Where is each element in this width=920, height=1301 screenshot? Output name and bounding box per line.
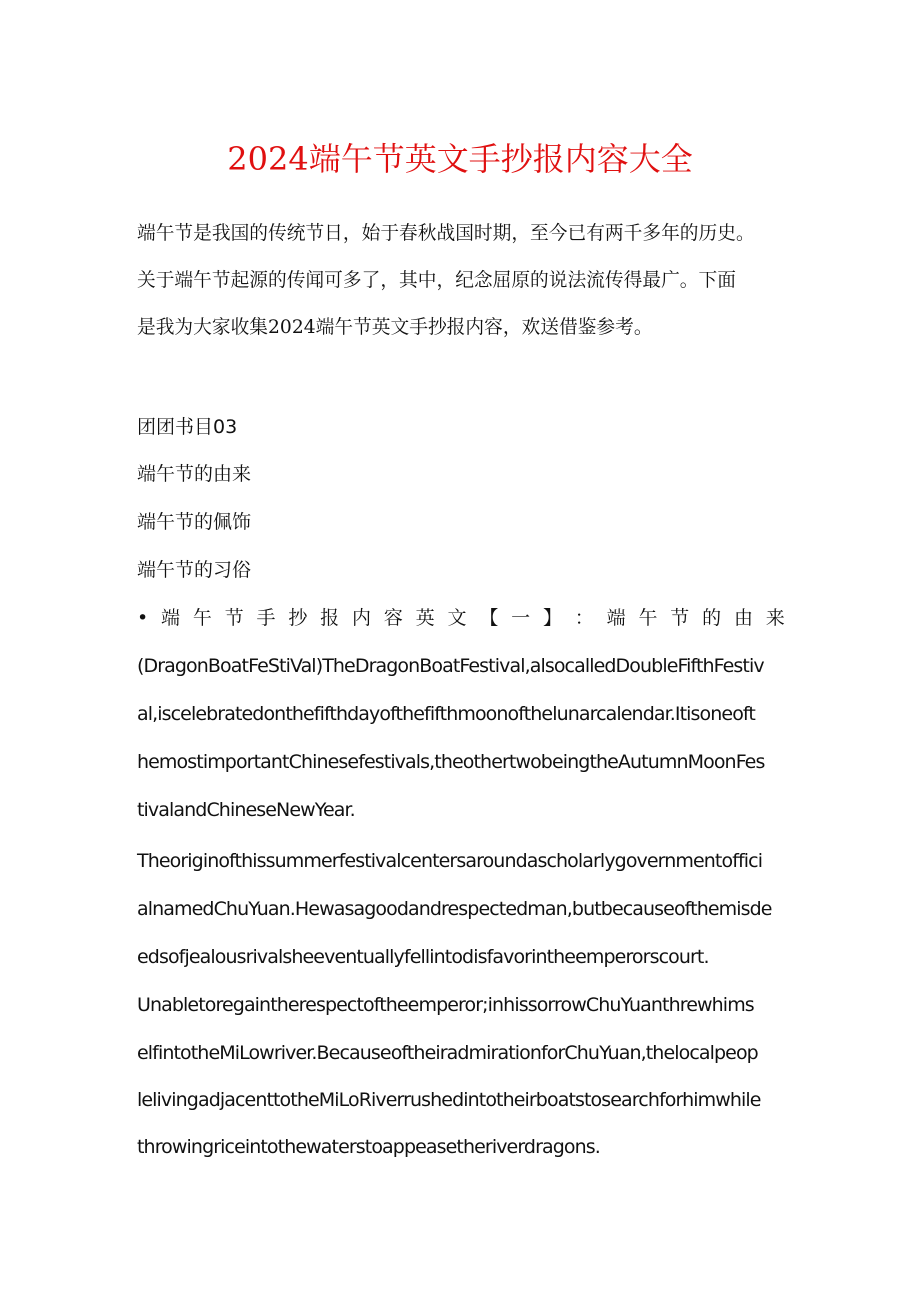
heading-char: 午 xyxy=(638,607,658,629)
paragraph-line: (DragonBoatFeStiVal)TheDragonBoatFestival,alsocalledDoubleFifthFestiv xyxy=(137,655,764,677)
heading-char: 文 xyxy=(447,607,467,629)
heading-char: 容 xyxy=(383,607,403,629)
heading-char: 的 xyxy=(702,607,722,629)
heading-char: 一 xyxy=(511,607,531,629)
paragraph-line: elfintotheMiLowriver.BecauseoftheiradmirationforChuYuan,thelocalpeop xyxy=(137,1042,758,1064)
paragraph-line: al,iscelebratedonthefifthdayofthefifthmoonofthelunarcalendar.Itisoneoft xyxy=(137,703,755,725)
toc-item-origin: 端午节的由来 xyxy=(137,463,252,485)
heading-char: 来 xyxy=(765,607,785,629)
intro-line: 端午节是我国的传统节日，始于春秋战国时期，至今已有两千多年的历史。 xyxy=(137,222,755,244)
intro-paragraph xyxy=(137,210,807,351)
heading-char: 内 xyxy=(352,607,372,629)
paragraph-line: tivalandChineseNewYear. xyxy=(137,799,355,821)
intro-line: 是我为大家收集2024端午节英文手抄报内容，欢送借鉴参考。 xyxy=(137,316,653,338)
paragraph-line: alnamedChuYuan.Hewasagoodandrespectedman,butbecauseofthemisde xyxy=(137,898,772,920)
intro-line: 关于端午节起源的传闻可多了，其中，纪念屈原的说法流传得最广。下面 xyxy=(137,269,736,291)
bullet-icon: • xyxy=(137,607,149,629)
paragraph-line: lelivingadjacenttotheMiLoRiverrushedintotheirboatstosearchforhimwhile xyxy=(137,1089,761,1111)
heading-char: 端 xyxy=(161,607,181,629)
heading-char: 端 xyxy=(606,607,626,629)
paragraph-line: Unabletoregaintherespectoftheemperor;inhissorrowChuYuanthrewhims xyxy=(137,994,754,1016)
heading-char: 【 xyxy=(479,607,499,629)
heading-char: 节 xyxy=(670,607,690,629)
paragraph-line: edsofjealousrivalsheeventuallyfellintodisfavorintheemperorscourt. xyxy=(137,946,709,968)
heading-char: 】 xyxy=(542,607,562,629)
heading-char: ： xyxy=(574,607,594,629)
heading-char: 英 xyxy=(415,607,435,629)
heading-char: 午 xyxy=(192,607,212,629)
heading-char: 报 xyxy=(320,607,340,629)
paragraph-line: throwingriceintothewaterstoappeasetheriverdragons. xyxy=(137,1136,600,1158)
toc-heading: 团团书目03 xyxy=(137,416,238,438)
heading-char: 由 xyxy=(733,607,753,629)
page-title: 2024端午节英文手抄报内容大全 xyxy=(227,140,693,178)
heading-char: 节 xyxy=(224,607,244,629)
heading-char: 抄 xyxy=(288,607,308,629)
paragraph-line: Theoriginofthissummerfestivalcentersaroundascholarlygovernmentoffici xyxy=(137,850,763,872)
toc-item-ornaments: 端午节的佩饰 xyxy=(137,511,252,533)
section-heading xyxy=(137,602,785,634)
toc-item-customs: 端午节的习俗 xyxy=(137,559,252,581)
heading-char: 手 xyxy=(256,607,276,629)
paragraph-line: hemostimportantChinesefestivals,theothertwobeingtheAutumnMoonFes xyxy=(137,751,765,773)
